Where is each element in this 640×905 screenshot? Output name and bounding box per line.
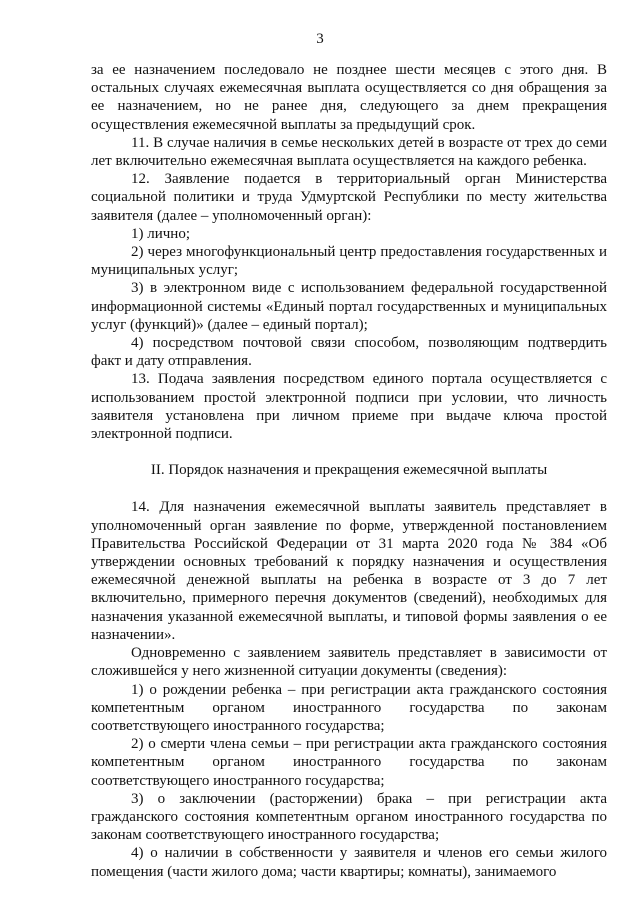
list-item-2: 2) через многофункциональный центр предоставления государственных и муниципальных услуг;	[91, 244, 607, 279]
paragraph-13: 13. Подача заявления посредством единого портала осуществляется с использованием простой электронной подписи при условии, что личность заявителя установлена при личном приеме при выдаче ключа простой электронной подписи.	[91, 371, 607, 443]
document-item-4: 4) о наличии в собственности у заявителя и членов его семьи жилого помещения (части жилого дома; части квартиры; комнаты), занимаемого	[91, 845, 607, 880]
list-item-1: 1) лично;	[131, 225, 190, 242]
paragraph-14: 14. Для назначения ежемесячной выплаты заявитель представляет в уполномоченный орган заявление по форме, утвержденной постановлением Правительства Российской Федерации от 31 марта 2020 года № 384 «Об утверждении основных требований к порядку назначения и осуществления ежемесячной денежной выплаты на ребенка в возрасте от 3 до 7 лет включительно, примерного перечня документов (сведений), необходимых для назначения указанной ежемесячной выплаты, и типовой формы заявления о ее назначении».	[91, 499, 607, 643]
list-item-3: 3) в электронном виде с использованием федеральной государственной информационной системы «Единый портал государственных и муниципальных услуг (функций)» (далее – единый портал);	[91, 280, 607, 333]
document-item-3: 3) о заключении (расторжении) брака – при регистрации акта гражданского состояния компетентным органом иностранного государства по законам соответствующего иностранного государства;	[91, 790, 607, 844]
page-number: 3	[316, 31, 324, 47]
document-item-2: 2) о смерти члена семьи – при регистрации акта гражданского состояния компетентным органом иностранного государства по законам соответствующего иностранного государства;	[91, 736, 607, 789]
paragraph-12: 12. Заявление подается в территориальный орган Министерства социальной политики и труда Удмуртской Республики по месту жительства заявителя (далее – уполномоченный орган):	[91, 171, 607, 224]
list-item-4: 4) посредством почтовой связи способом, позволяющим подтвердить факт и дату отправления.	[91, 335, 607, 370]
document-item-1: 1) о рождении ребенка – при регистрации акта гражданского состояния компетентным органом иностранного государства по законам соответствующего иностранного государства;	[91, 681, 607, 734]
paragraph-11: 11. В случае наличия в семье нескольких детей в возрасте от трех до семи лет включительно ежемесячная выплата осуществляется на каждого ребенка.	[91, 134, 607, 170]
section-heading: II. Порядок назначения и прекращения ежемесячной выплаты	[150, 462, 548, 479]
paragraph-documents-intro: Одновременно с заявлением заявитель представляет в зависимости от сложившейся у него жизненной ситуации документы (сведения):	[91, 645, 607, 680]
document-body	[91, 61, 607, 881]
paragraph-continuation: за ее назначением последовало не позднее шести месяцев с этого дня. В остальных случаях ежемесячная выплата осуществляется со дня обращения за ее назначением, но не ранее дня, следующего за днем прекращения осуществления ежемесячной выплаты за предыдущий срок.	[91, 62, 607, 133]
